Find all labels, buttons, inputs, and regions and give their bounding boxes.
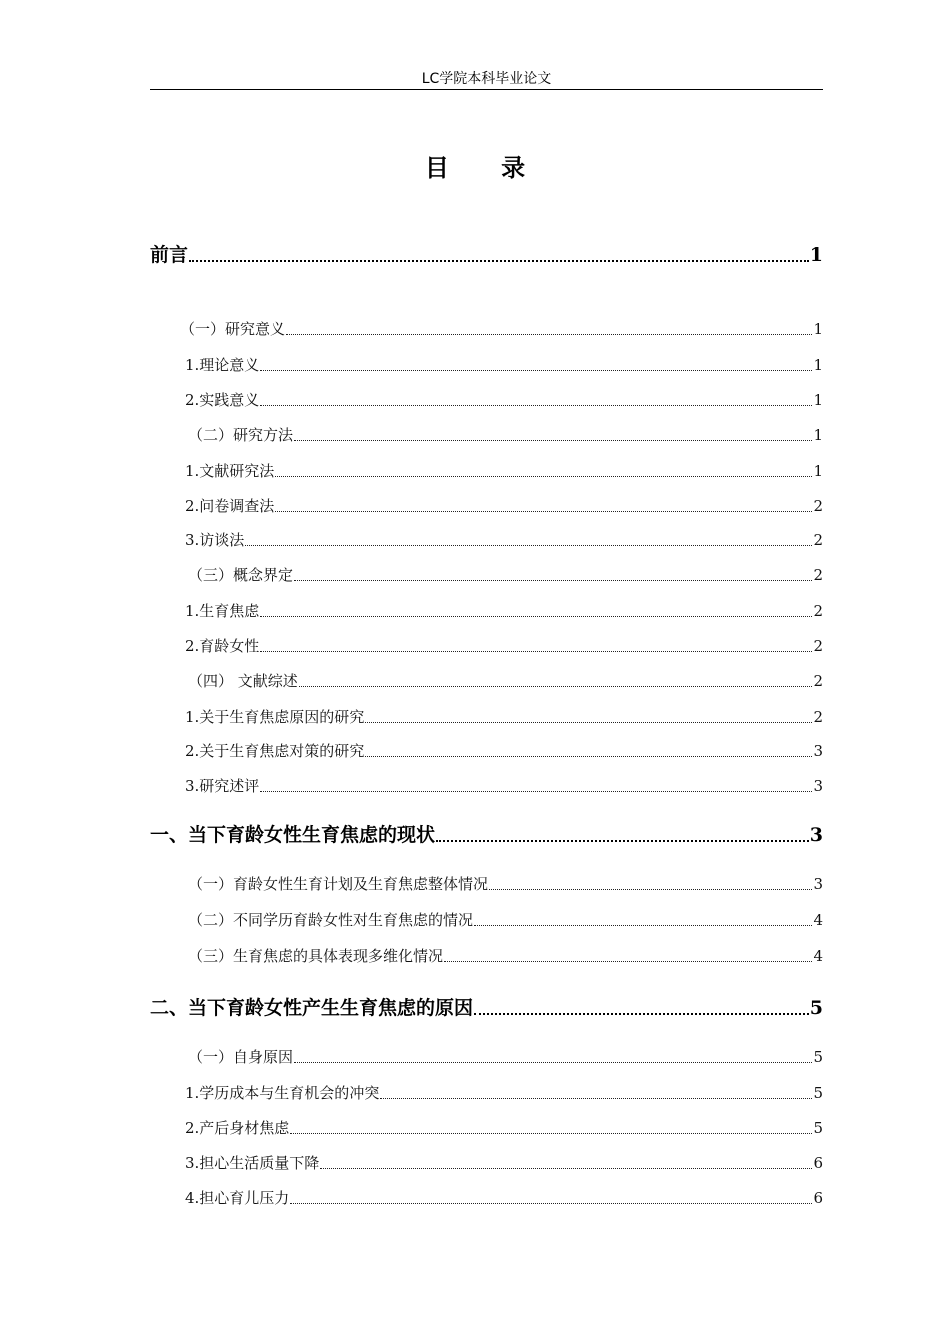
toc-chapter-entry[interactable] — [150, 820, 823, 847]
toc-entry-label: 2.问卷调查法 — [185, 497, 275, 515]
toc-entry[interactable] — [188, 670, 823, 691]
toc-entry[interactable] — [180, 318, 823, 339]
dot-leader — [290, 1203, 812, 1204]
toc-entry-label: 2.育龄女性 — [185, 637, 260, 655]
toc-entry-label: （一）育龄女性生育计划及生育焦虑整体情况 — [188, 875, 489, 893]
toc-chapter-entry[interactable] — [150, 993, 823, 1020]
dot-leader — [294, 1062, 812, 1063]
toc-page-number: 5 — [813, 1048, 823, 1066]
toc-page-number: 1 — [809, 244, 823, 266]
dot-leader — [245, 545, 812, 546]
toc-page-number: 1 — [813, 426, 823, 444]
dot-leader — [365, 722, 812, 723]
toc-entry-label: （三）概念界定 — [188, 566, 294, 584]
toc-entry[interactable] — [188, 424, 823, 445]
dot-leader — [436, 840, 809, 842]
toc-entry[interactable] — [185, 1187, 823, 1208]
toc-page-number: 3 — [813, 742, 823, 760]
toc-entry[interactable] — [185, 1152, 823, 1173]
dot-leader — [290, 1133, 812, 1134]
toc-entry-label: 1.理论意义 — [185, 356, 260, 374]
toc-page-number: 1 — [813, 462, 823, 480]
toc-entry[interactable] — [185, 635, 823, 656]
toc-entry[interactable] — [188, 945, 823, 966]
dot-leader — [260, 616, 812, 617]
toc-page-number: 6 — [813, 1154, 823, 1172]
toc-entry-label: （三）生育焦虑的具体表现多维化情况 — [188, 947, 444, 965]
toc-page-number: 1 — [813, 320, 823, 338]
dot-leader — [299, 686, 813, 687]
toc-page-number: 2 — [813, 672, 823, 690]
toc-entry[interactable] — [185, 1117, 823, 1138]
toc-entry-label: （二）研究方法 — [188, 426, 294, 444]
dot-leader — [260, 651, 812, 652]
dot-leader — [474, 925, 812, 926]
toc-entry-label: 2.实践意义 — [185, 391, 260, 409]
toc-entry[interactable] — [185, 529, 823, 550]
toc-page-number: 2 — [813, 531, 823, 549]
toc-entry-label: 1.学历成本与生育机会的冲突 — [185, 1084, 380, 1102]
toc-entry[interactable] — [185, 706, 823, 727]
toc-page-number: 6 — [813, 1189, 823, 1207]
toc-page-number: 3 — [813, 875, 823, 893]
toc-entry-label: （一）自身原因 — [188, 1048, 294, 1066]
dot-leader — [380, 1098, 812, 1099]
toc-entry-label: 2.产后身材焦虑 — [185, 1119, 290, 1137]
toc-entry-label: 1.生育焦虑 — [185, 602, 260, 620]
toc-entry-label: 前言 — [150, 244, 189, 266]
toc-entry[interactable] — [185, 460, 823, 481]
toc-entry-label: 3.担心生活质量下降 — [185, 1154, 320, 1172]
toc-entry-label: 1.文献研究法 — [185, 462, 275, 480]
dot-leader — [286, 334, 812, 335]
dot-leader — [444, 961, 812, 962]
dot-leader — [474, 1013, 809, 1015]
toc-entry[interactable] — [188, 873, 823, 894]
dot-leader — [275, 476, 812, 477]
dot-leader — [260, 791, 812, 792]
toc-page-number: 5 — [809, 997, 823, 1019]
toc-page-number: 3 — [809, 824, 823, 846]
toc-entry[interactable] — [185, 354, 823, 375]
toc-page-number: 4 — [813, 947, 823, 965]
toc-page-number: 2 — [813, 708, 823, 726]
toc-entry-label: 二、当下育龄女性产生生育焦虑的原因 — [150, 997, 474, 1019]
toc-page-number: 2 — [813, 602, 823, 620]
toc-entry-label: 1.关于生育焦虑原因的研究 — [185, 708, 365, 726]
toc-page-number: 1 — [813, 356, 823, 374]
toc-entry-label: 2.关于生育焦虑对策的研究 — [185, 742, 365, 760]
toc-page-number: 2 — [813, 637, 823, 655]
toc-entry-label: 一、当下育龄女性生育焦虑的现状 — [150, 824, 436, 846]
toc-title: 目 录 — [424, 154, 548, 182]
toc-chapter-entry[interactable] — [150, 240, 823, 267]
toc-entry[interactable] — [185, 740, 823, 761]
dot-leader — [320, 1168, 812, 1169]
dot-leader — [260, 370, 812, 371]
dot-leader — [275, 511, 812, 512]
toc-page-number: 5 — [813, 1119, 823, 1137]
dot-leader — [189, 260, 809, 262]
toc-page-number: 4 — [813, 911, 823, 929]
toc-entry[interactable] — [188, 909, 823, 930]
toc-entry[interactable] — [185, 600, 823, 621]
toc-entry-label: （二）不同学历育龄女性对生育焦虑的情况 — [188, 911, 474, 929]
toc-page-number: 2 — [813, 566, 823, 584]
toc-entry[interactable] — [185, 1082, 823, 1103]
toc-entry[interactable] — [185, 495, 823, 516]
toc-entry-label: 4.担心育儿压力 — [185, 1189, 290, 1207]
page-header: LC学院本科毕业论文 — [150, 70, 823, 90]
toc-page-number: 2 — [813, 497, 823, 515]
dot-leader — [489, 889, 812, 890]
toc-entry[interactable] — [185, 775, 823, 796]
dot-leader — [260, 405, 812, 406]
toc-entry-label: （一）研究意义 — [180, 320, 286, 338]
dot-leader — [294, 580, 812, 581]
dot-leader — [365, 756, 812, 757]
toc-entry[interactable] — [188, 564, 823, 585]
toc-entry-label: 3.访谈法 — [185, 531, 245, 549]
toc-page-number: 5 — [813, 1084, 823, 1102]
toc-entry-label: （四） 文献综述 — [188, 672, 298, 690]
toc-page-number: 3 — [813, 777, 823, 795]
toc-page-number: 1 — [813, 391, 823, 409]
dot-leader — [294, 440, 812, 441]
toc-entry-label: 3.研究述评 — [185, 777, 260, 795]
toc-entry[interactable] — [188, 1046, 823, 1067]
toc-entry[interactable] — [185, 389, 823, 410]
